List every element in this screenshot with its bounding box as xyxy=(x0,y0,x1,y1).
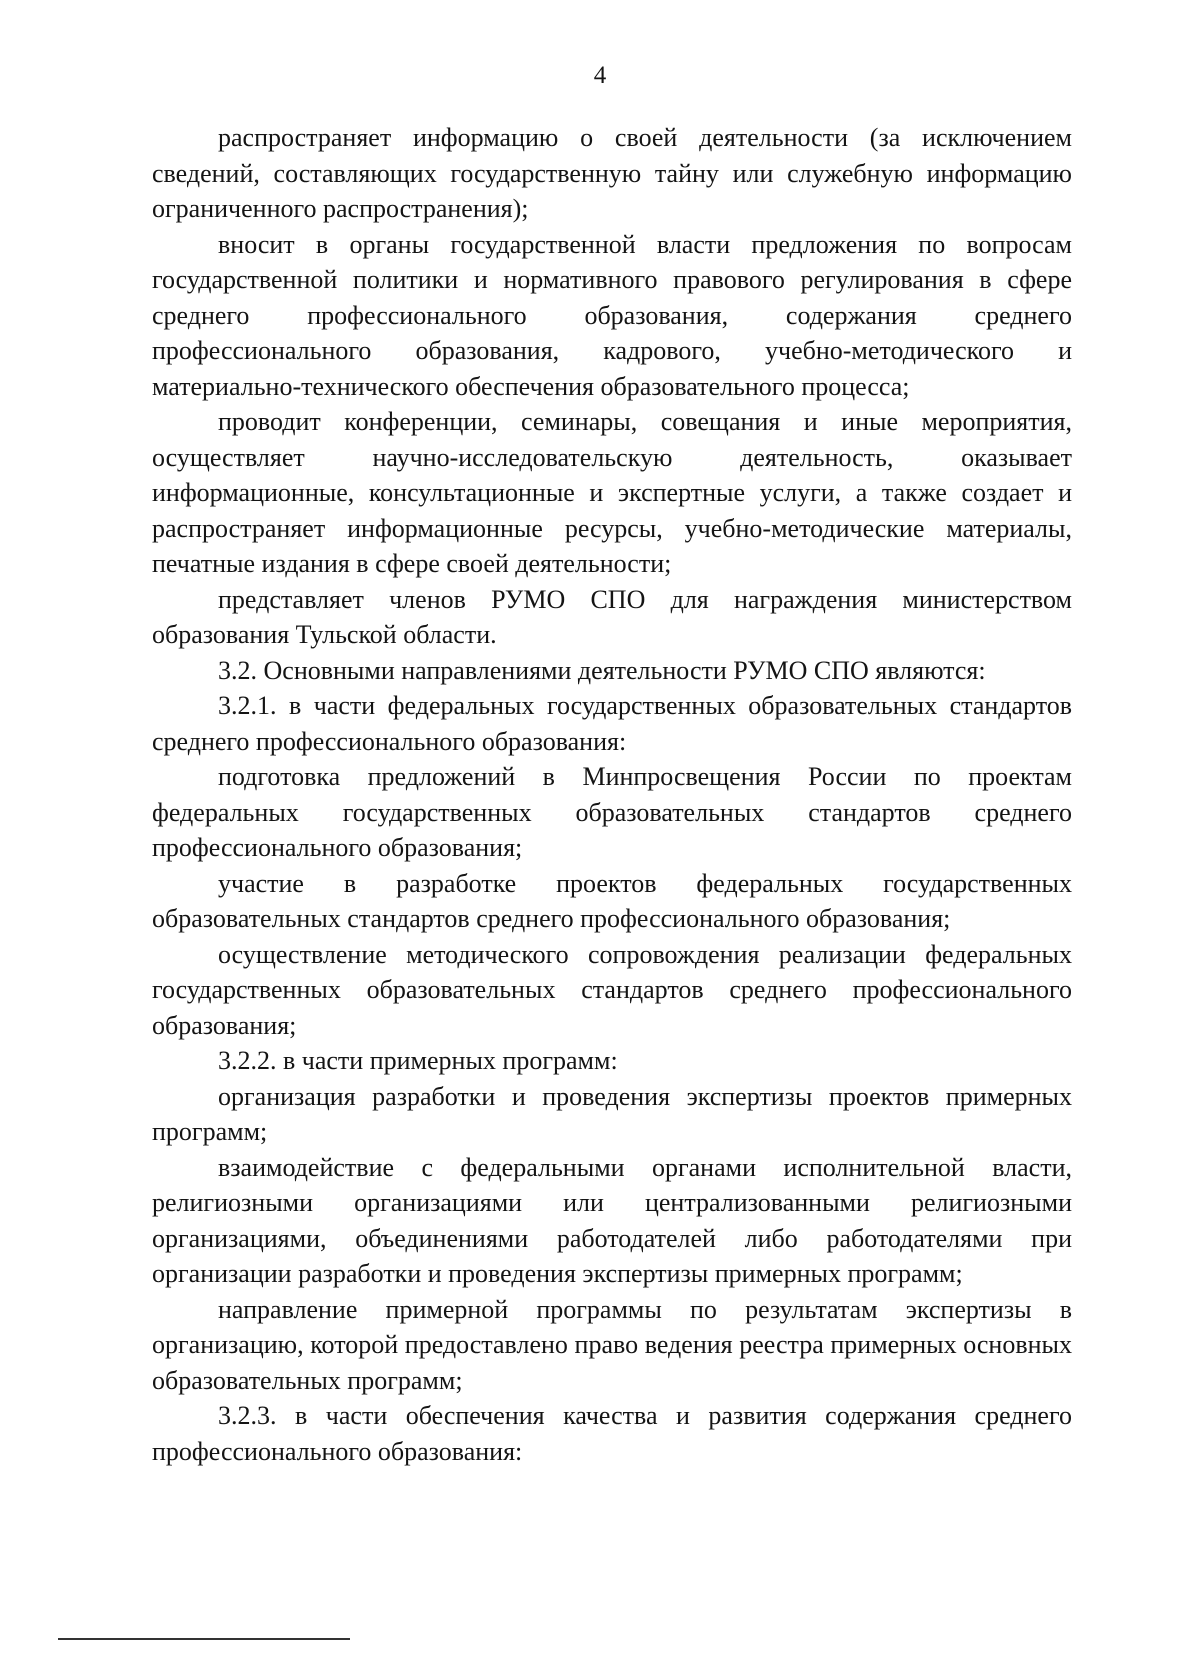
section-heading-3-2-3: 3.2.3. в части обеспечения качества и развития содержания среднего профессионального образования: xyxy=(152,1401,1072,1466)
paragraph-cooperation: взаимодействие с федеральными органами исполнительной власти, религиозными организациями или централизованными религиозными организациями, объединениями работодателей либо работодателями при организации разработки и проведения экспертизы примерных программ; xyxy=(152,1152,1072,1288)
document-body xyxy=(152,120,1072,1469)
footer-divider xyxy=(58,1638,350,1640)
paragraph-program-registry: направление примерной программы по результатам экспертизы в организацию, которой предоставлено право ведения реестра примерных основных образовательных программ; xyxy=(152,1294,1072,1395)
paragraph-program-expertise: организация разработки и проведения экспертизы проектов примерных программ; xyxy=(152,1081,1072,1146)
section-heading-3-2-2: 3.2.2. в части примерных программ: xyxy=(218,1046,618,1075)
paragraph-standards-proposals: подготовка предложений в Минпросвещения России по проектам федеральных государственных образовательных стандартов среднего профессионального образования; xyxy=(152,762,1072,862)
paragraph-proposals: вносит в органы государственной власти предложения по вопросам государственной политики и нормативного правового регулирования в сфере среднего профессионального образования, содержания среднего профессионального образования, кадрового, учебно-методического и материально-технического обеспечения образовательного процесса; xyxy=(152,229,1072,401)
section-heading-3-2-1: 3.2.1. в части федеральных государственных образовательных стандартов среднего профессионального образования: xyxy=(152,691,1072,756)
page-number: 4 xyxy=(593,62,607,89)
paragraph-conferences: проводит конференции, семинары, совещания и иные мероприятия, осуществляет научно-исследовательскую деятельность, оказывает информационные, консультационные и экспертные услуги, а также создает и распространяет информационные ресурсы, учебно-методические материалы, печатные издания в сфере своей деятельности; xyxy=(152,407,1072,578)
paragraph-standards-development: участие в разработке проектов федеральных государственных образовательных стандартов среднего профессионального образования; xyxy=(152,868,1072,933)
paragraph-standards-support: осуществление методического сопровождения реализации федеральных государственных образовательных стандартов среднего профессионального образования; xyxy=(152,939,1072,1040)
section-heading-3-2: 3.2. Основными направлениями деятельности РУМО СПО являются: xyxy=(218,655,986,685)
paragraph-awards: представляет членов РУМО СПО для награждения министерством образования Тульской области. xyxy=(152,584,1072,649)
paragraph-info-dissemination: распространяет информацию о своей деятельности (за исключением сведений, составляющих государственную тайну или служебную информацию ограниченного распространения); xyxy=(152,123,1072,223)
